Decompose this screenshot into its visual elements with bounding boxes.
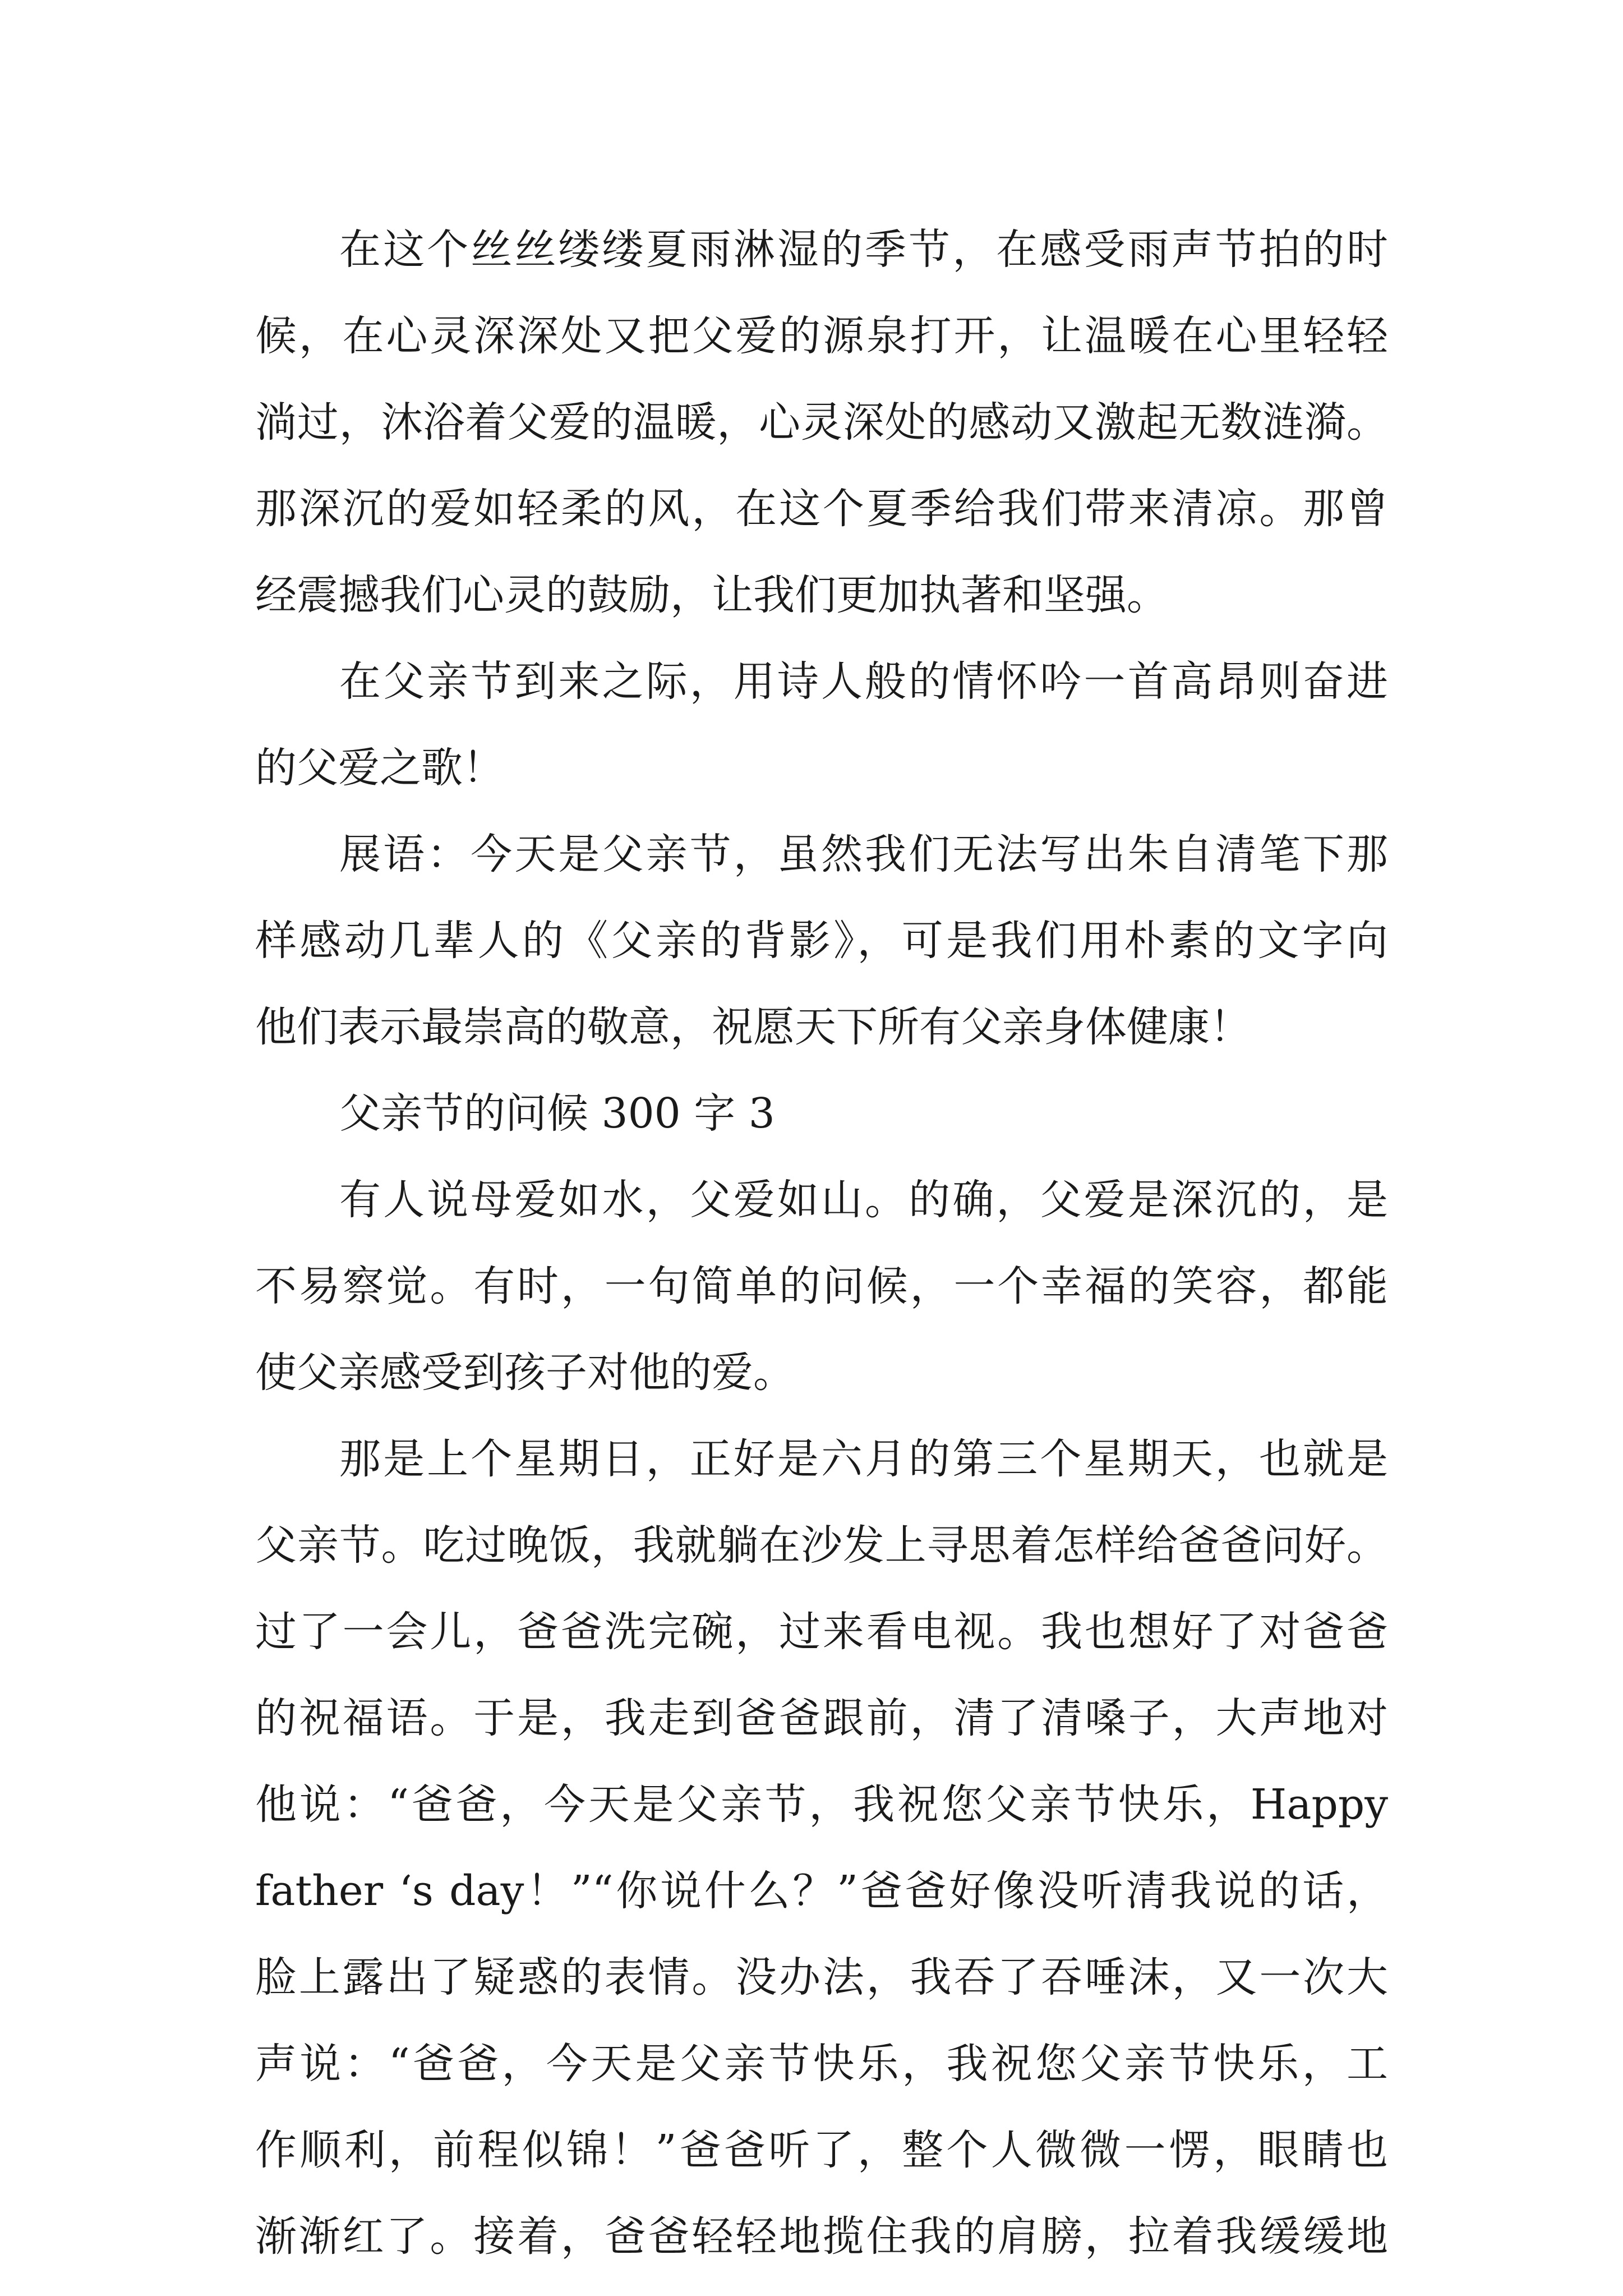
text-line: 经震撼我们心灵的鼓励，让我们更加执著和坚强。	[255, 571, 1168, 619]
text-line: 父亲节。吃过晚饭，我就躺在沙发上寻思着怎样给爸爸问好。	[255, 1521, 1388, 1570]
text-line: 淌过，沐浴着父爱的温暖，心灵深处的感动又激起无数涟漪。	[255, 398, 1388, 447]
text-line: 那深沉的爱如轻柔的风，在这个夏季给我们带来清凉。那曾	[255, 485, 1388, 533]
text-line: 过了一会儿，爸爸洗完碗，过来看电视。我也想好了对爸爸	[255, 1608, 1388, 1656]
text-line: 他们表示最崇高的敬意，祝愿天下所有父亲身体健康！	[255, 1003, 1251, 1051]
text-line: 作顺利，前程似锦！”爸爸听了，整个人微微一愣，眼睛也	[255, 2126, 1388, 2174]
text-line: 脸上露出了疑惑的表情。没办法，我吞了吞唾沫，又一次大	[255, 1953, 1388, 2001]
text-line: 渐渐红了。接着，爸爸轻轻地揽住我的肩膀，拉着我缓缓地	[255, 2212, 1388, 2261]
text-line: 声说：“爸爸，今天是父亲节快乐，我祝您父亲节快乐，工	[255, 2040, 1388, 2088]
text-line: 的父爱之歌！	[255, 744, 504, 792]
text-line: 的祝福语。于是，我走到爸爸跟前，清了清嗓子，大声地对	[255, 1694, 1388, 1742]
document-body	[255, 206, 1388, 2280]
text-line: 候，在心灵深深处又把父爱的源泉打开，让温暖在心里轻轻	[255, 312, 1388, 360]
text-line: 在父亲节到来之际，用诗人般的情怀吟一首高昂则奋进	[339, 657, 1388, 706]
text-line: 他说：“爸爸，今天是父亲节，我祝您父亲节快乐，Happy	[255, 1780, 1388, 1829]
text-line: 父亲节的问候 300 字 3	[339, 1089, 775, 1138]
text-line: 样感动几辈人的《父亲的背影》，可是我们用朴素的文字向	[255, 917, 1388, 965]
text-line: father ‘s day！”“你说什么？”爸爸好像没听清我说的话，	[255, 1867, 1388, 1915]
text-line: 在这个丝丝缕缕夏雨淋湿的季节，在感受雨声节拍的时	[339, 226, 1388, 274]
text-line: 有人说母爱如水，父爱如山。的确，父爱是深沉的，是	[339, 1176, 1388, 1224]
text-line: 那是上个星期日，正好是六月的第三个星期天，也就是	[339, 1435, 1388, 1483]
text-line: 使父亲感受到孩子对他的爱。	[255, 1349, 795, 1397]
text-line: 不易察觉。有时，一句简单的问候，一个幸福的笑容，都能	[255, 1262, 1388, 1310]
text-line: 展语：今天是父亲节，虽然我们无法写出朱自清笔下那	[339, 830, 1388, 878]
